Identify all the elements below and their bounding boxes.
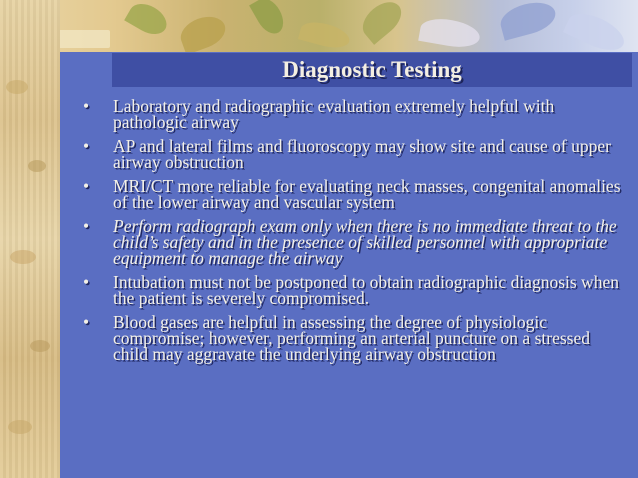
decorative-top-band	[0, 0, 638, 60]
bullet-text: MRI/CT more reliable for evaluating neck masses, congenital anomalies of the lower airway and vascular system	[113, 176, 621, 212]
bullet-marker: •	[83, 96, 90, 116]
bullet-text: Laboratory and radiographic evaluation extremely helpful with pathologic airway	[113, 96, 555, 132]
leaf-decoration	[298, 18, 352, 52]
bullet-item	[78, 98, 624, 130]
bullet-item	[78, 274, 624, 306]
bullet-text: AP and lateral films and fluoroscopy may show site and cause of upper airway obstruction	[113, 136, 611, 172]
bullet-text: Blood gases are helpful in assessing the degree of physiologic compromise; however, performing an arterial puncture on a stressed child may aggravate the underlying airway obstruction	[113, 312, 590, 364]
leaf-decoration	[176, 11, 229, 55]
bullet-item	[78, 178, 624, 210]
bullet-text: Intubation must not be postponed to obtain radiographic diagnosis when the patient is severely compromised.	[113, 272, 619, 308]
bullet-item	[78, 218, 624, 266]
bullet-list	[78, 98, 624, 370]
leaf-decoration	[249, 0, 289, 38]
bullet-marker: •	[83, 312, 90, 332]
decorative-left-strip	[0, 0, 60, 478]
leaf-decoration	[124, 0, 172, 40]
leaf-decoration	[563, 7, 629, 58]
texture-spot	[28, 160, 46, 172]
texture-spot	[30, 340, 50, 352]
bullet-marker: •	[83, 176, 90, 196]
texture-spot	[10, 250, 36, 264]
leaf-decoration	[497, 0, 559, 41]
texture-spot	[8, 420, 32, 434]
bullet-text: Perform radiograph exam only when there is no immediate threat to the child’s safety and in the presence of skilled personnel with appropriate equipment to manage the airway	[113, 216, 617, 268]
bullet-item	[78, 314, 624, 362]
leaf-decoration	[356, 0, 408, 45]
bullet-marker: •	[83, 136, 90, 156]
texture-spot	[6, 80, 28, 94]
leaf-decoration	[418, 15, 482, 51]
bullet-item	[78, 138, 624, 170]
bullet-marker: •	[83, 216, 90, 236]
bullet-marker: •	[83, 272, 90, 292]
slide-title: Diagnostic Testing	[282, 57, 462, 82]
